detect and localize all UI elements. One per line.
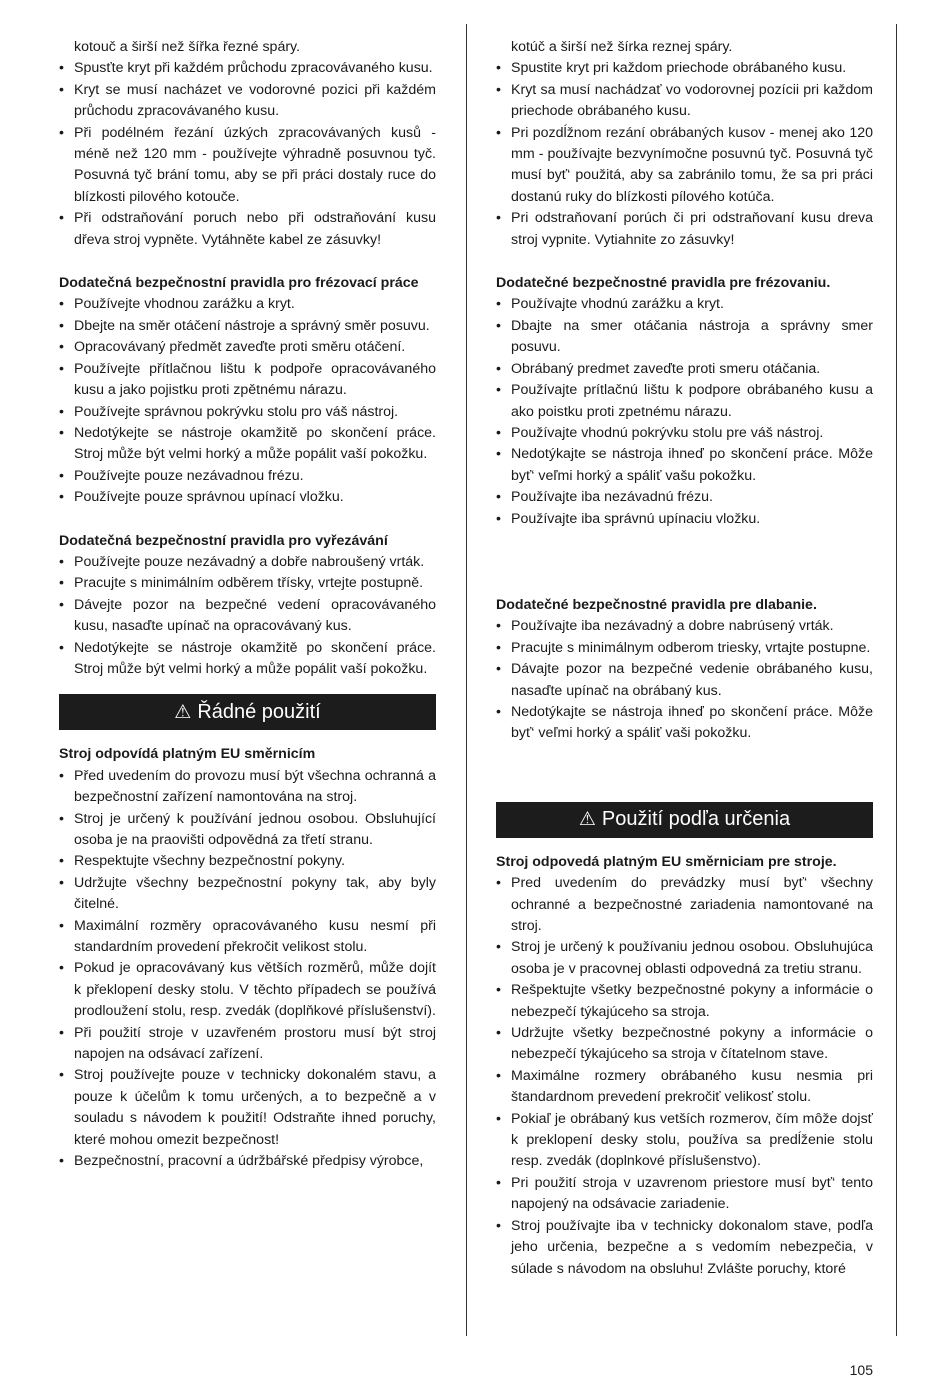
list-item: • Používejte vhodnou zarážku a kryt. (59, 294, 436, 315)
milling-list (59, 294, 436, 508)
list-item: • Kryt sa musí nachádzať vo vodorovnej pozícii pri každom priechode obrábaného kusu. (496, 80, 873, 123)
list-item: • Pri pozdĺžnom rezání obrábaných kusov - menej ako 120 mm - používajte bezvynímočne posuvnú tyč. Posuvná tyč musí byť‘ použitá, aby sa zabránilo tomu, že sa pri práci dostanú ruky do blízkosti pílového kotúča. (496, 123, 873, 209)
intro-continuation: kotúč a širší než šírka reznej spáry. (511, 39, 733, 55)
list-item: • Kryt se musí nacházet ve vodorovné pozici při každém průchodu zpracovávaného kusu. (59, 80, 436, 123)
intro-list (496, 58, 873, 251)
list-item: • Dávejte pozor na bezpečné vedení opracovávaného kusu, nasaďte upínač na opracovávaný kus. (59, 595, 436, 638)
banner-title: Řádné použití (197, 700, 321, 723)
list-item: • Pokiaľ je obrábaný kus vetších rozmerov, čím môže dojsť k preklopení desky stolu, používa sa predĺženie stolu resp. zvedák (doplnkové příslušenstvo). (496, 1109, 873, 1173)
list-item: • Používajte vhodnú zarážku a kryt. (496, 294, 873, 315)
milling-heading: Dodatečné bezpečnostné pravidla pre frézovaniu. (496, 275, 831, 292)
column-czech (59, 37, 436, 1173)
milling-list (496, 294, 873, 529)
list-item: • Rešpektujte všetky bezpečnostné pokyny a informácie o nebezpečí týkajúceho sa stroja. (496, 980, 873, 1023)
usage-heading: Stroj odpovedá platným EU směrniciam pre stroje. (496, 853, 837, 870)
list-item: • Maximální rozměry opracovávaného kusu nesmí při standardním provedení překročit velikost stolu. (59, 916, 436, 959)
list-item: • Udržujte všetky bezpečnostné pokyny a informácie o nebezpečí týkajúceho sa stroja v čítatelnom stave. (496, 1023, 873, 1066)
list-item: • Dávajte pozor na bezpečné vedenie obrábaného kusu, nasaďte upínač na obrábaný kus. (496, 659, 873, 702)
list-item: • Používejte pouze nezávadný a dobře nabroušený vrták. (59, 552, 436, 573)
list-item: • Opracovávaný předmět zaveďte proti směru otáčení. (59, 337, 436, 358)
list-item: • Pracujte s minimálnym odberom triesky, vrtajte postupne. (496, 638, 873, 659)
drilling-list (496, 616, 873, 744)
list-item: • Používajte vhodnú pokrývku stolu pre váš nástroj. (496, 423, 873, 444)
warning-icon: ⚠ (578, 809, 596, 831)
list-item: • Používajte iba nezávadnú frézu. (496, 487, 873, 508)
list-item: • Respektujte všechny bezpečnostní pokyny. (59, 851, 436, 872)
list-item: • Spusťte kryt při každém průchodu zpracovávaného kusu. (59, 58, 436, 79)
section-banner-intended-use (59, 694, 436, 730)
list-item: • Spustite kryt pri každom priechode obrábaného kusu. (496, 58, 873, 79)
section-banner-intended-use (496, 802, 873, 838)
column-divider-left (466, 24, 467, 1336)
list-item: • Před uvedením do provozu musí být všechna ochranná a bezpečnostní zařízení namontována na stroj. (59, 766, 436, 809)
milling-heading: Dodatečná bezpečnostní pravidla pro frézovací práce (59, 275, 419, 292)
list-item: • Nedotýkejte se nástroje okamžitě po skončení práce. Stroj může být velmi horký a může popálit vaší pokožku. (59, 423, 436, 466)
list-item: • Používajte iba správnú upínaciu vložku. (496, 509, 873, 530)
page-number: 105 (849, 1362, 873, 1378)
list-item: • Používejte pouze správnou upínací vložku. (59, 487, 436, 508)
list-item: • Pri použití stroja v uzavrenom priestore musí byť‘ tento napojený na odsávacie zariadenie. (496, 1173, 873, 1216)
list-item: • Používajte iba nezávadný a dobre nabrúsený vrták. (496, 616, 873, 637)
list-item: • Pri odstraňovaní porúch či pri odstraňovaní kusu dreva stroj vypnite. Vytiahnite zo zásuvky! (496, 208, 873, 251)
list-item: • Používejte pouze nezávadnou frézu. (59, 466, 436, 487)
column-divider-right (896, 24, 897, 1336)
list-item: • Při použití stroje v uzavřeném prostoru musí být stroj napojen na odsávací zařízení. (59, 1023, 436, 1066)
usage-list (59, 766, 436, 1173)
list-item: • Bezpečnostní, pracovní a údržbářské předpisy výrobce, (59, 1151, 436, 1172)
list-item: • Při odstraňování poruch nebo při odstraňování kusu dřeva stroj vypněte. Vytáhněte kabel ze zásuvky! (59, 208, 436, 251)
list-item: • Stroj používajte iba v technicky dokonalom stave, podľa jeho určenia, bezpečne a s vedomím nebezpečia, v súlade s návodom na obsluhu! Zvlášte poruchy, ktoré (496, 1216, 873, 1280)
list-item: • Pred uvedením do prevádzky musí byť‘ všechny ochranné a bezpečnostné zariadenia namontované na stroj. (496, 873, 873, 937)
warning-icon: ⚠ (174, 701, 192, 723)
intro-continuation: kotouč a širší než šířka řezné spáry. (74, 39, 301, 55)
intro-list (59, 58, 436, 251)
list-item: • Stroj je určený k používaniu jednou osobou. Obsluhujúca osoba je v pracovnej oblasti odpovedná za tretiu stranu. (496, 937, 873, 980)
list-item: • Používejte přítlačnou lištu k podpoře opracovávaného kusu a jako pojistku proti zpětnému nárazu. (59, 359, 436, 402)
drilling-heading: Dodatečné bezpečnostné pravidla pre dlabanie. (496, 596, 817, 613)
usage-heading: Stroj odpovídá platným EU směrnicím (59, 746, 316, 763)
column-slovak (496, 37, 873, 1280)
banner-title: Použití podľa určenia (601, 808, 791, 831)
drilling-list (59, 552, 436, 680)
list-item: • Maximálne rozmery obrábaného kusu nesmia pri štandardnom prevedení prekročiť velikosť stolu. (496, 1066, 873, 1109)
list-item: • Nedotýkajte se nástroja ihneď po skončení práce. Môže byť‘ veľmi horký a spáliť vaši pokožku. (496, 702, 873, 745)
list-item: • Udržujte všechny bezpečnostní pokyny tak, aby byly čitelné. (59, 873, 436, 916)
list-item: • Používajte prítlačnú lištu k podpore obrábaného kusu a ako poistku proti zpetnému nárazu. (496, 380, 873, 423)
usage-list (496, 873, 873, 1280)
list-item: • Nedotýkajte se nástroja ihneď po skončení práce. Môže byť‘ veľmi horký a spáliť vašu pokožku. (496, 444, 873, 487)
list-item: • Používejte správnou pokrývku stolu pro váš nástroj. (59, 402, 436, 423)
drilling-heading: Dodatečná bezpečnostní pravidla pro vyřezávání (59, 532, 388, 549)
list-item: • Stroj používejte pouze v technicky dokonalém stavu, a pouze k účelům k tomu určených, a to bezpečně a v souladu s návodem k použití! Odstraňte ihned poruchy, které mohou omezit bezpečnost! (59, 1065, 436, 1151)
list-item: • Dbejte na směr otáčení nástroje a správný směr posuvu. (59, 316, 436, 337)
list-item: • Pokud je opracovávaný kus větších rozměrů, může dojít k překlopení desky stolu. V těchto případech se používá prodloužení stolu, resp. zvedák (doplňkové příslušenství). (59, 958, 436, 1022)
list-item: • Obrábaný predmet zaveďte proti smeru otáčania. (496, 359, 873, 380)
list-item: • Dbajte na smer otáčania nástroja a správny smer posuvu. (496, 316, 873, 359)
list-item: • Při podélném řezání úzkých zpracovávaných kusů - méně než 120 mm - používejte výhradně posuvnou tyč. Posuvná tyč brání tomu, aby se při práci dostaly ruce do blízkosti pilového kotouče. (59, 123, 436, 209)
list-item: • Stroj je určený k používání jednou osobou. Obsluhující osoba je na praovišti odpovědná za třetí stranu. (59, 809, 436, 852)
list-item: • Nedotýkejte se nástroje okamžitě po skončení práce. Stroj může být velmi horký a může popálit vaší pokožku. (59, 638, 436, 681)
list-item: • Pracujte s minimálním odběrem třísky, vrtejte postupně. (59, 573, 436, 594)
